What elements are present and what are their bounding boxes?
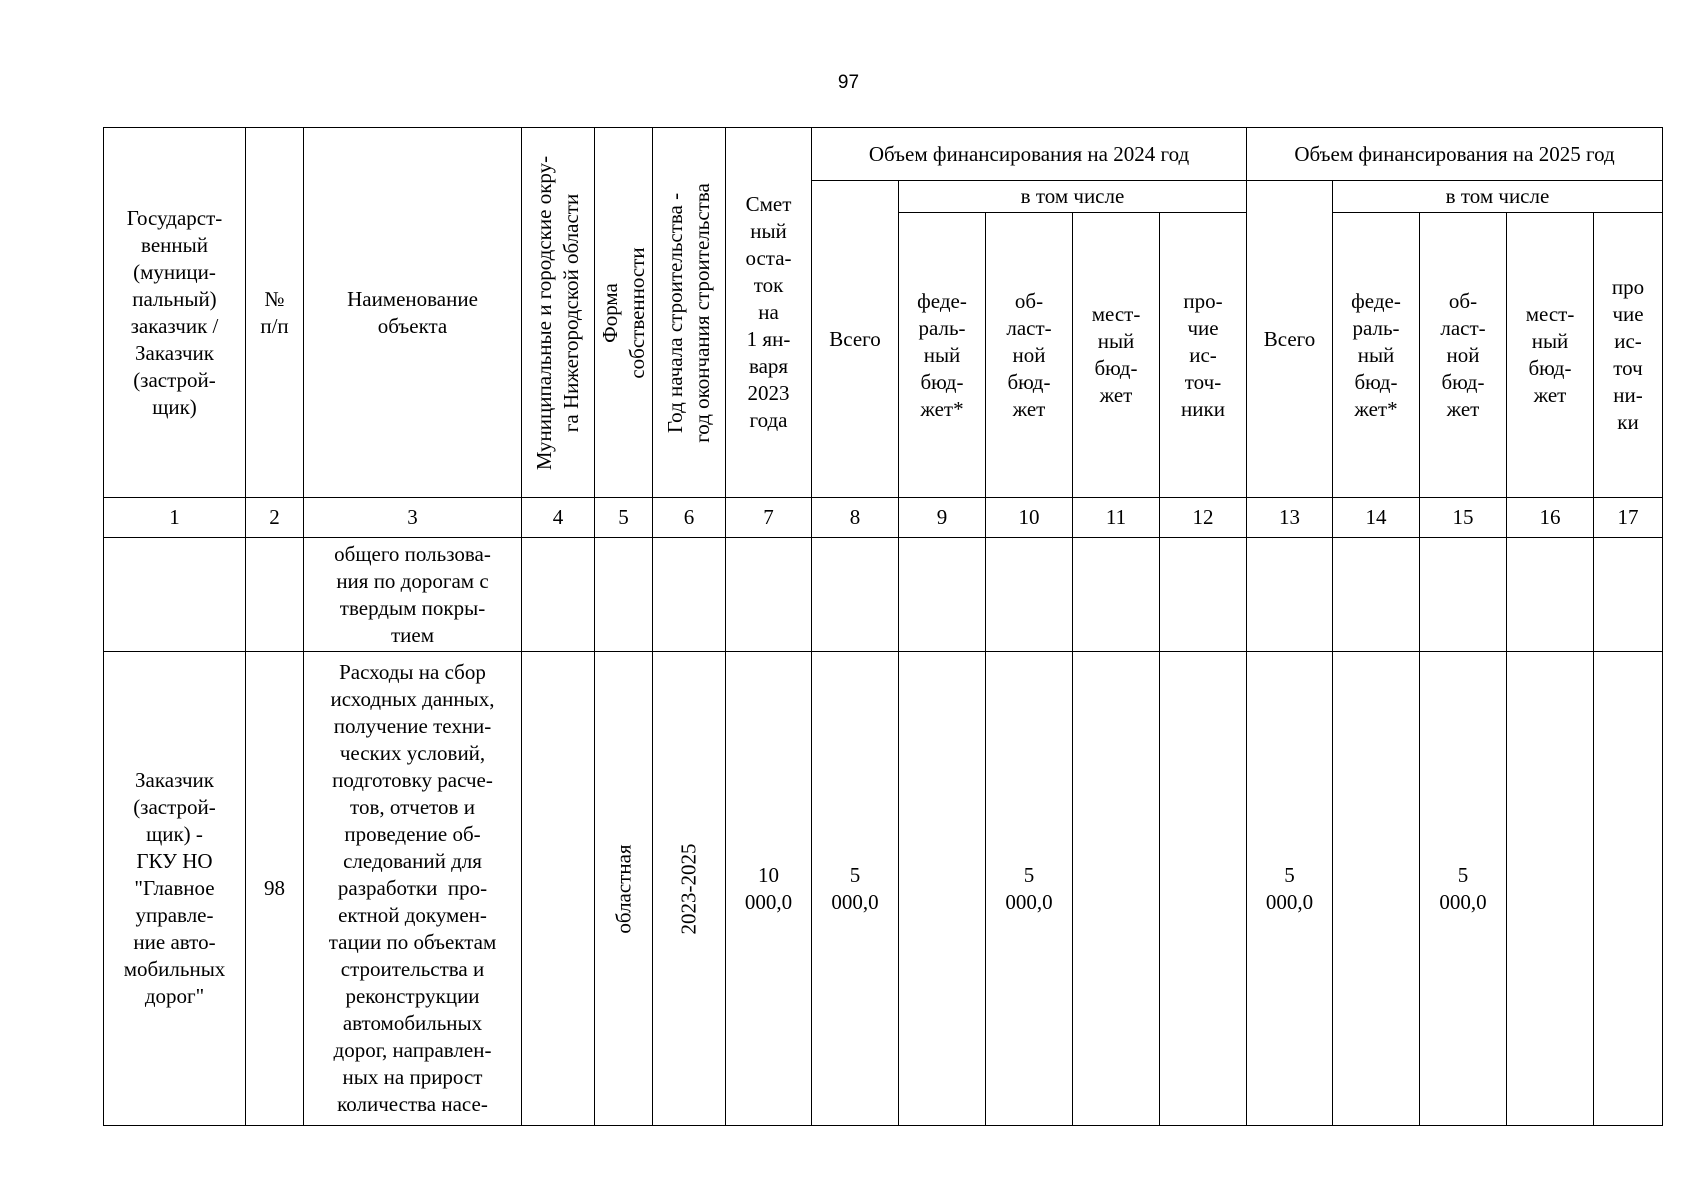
header-federal-2025: феде- раль- ный бюд- жет* (1333, 213, 1420, 498)
row-2-local-2025 (1507, 652, 1594, 1126)
header-other-2025: про чие ис- точ ни- ки (1594, 213, 1663, 498)
row-1-number (246, 538, 304, 652)
row-2-object-name: Расходы на сбор исходных данных, получение техни- ческих условий, подготовку расче- тов, отчетов и проведение об- следований для разработки про- ектной докумен- тации по объектам строительства и реконструкции автомобильных дорог, направлен- ных на прирост количества насе- (304, 652, 522, 1126)
header-row-1 (104, 128, 1663, 181)
header-other-2024: про- чие ис- точ- ники (1160, 213, 1247, 498)
column-number-row (104, 498, 1663, 538)
header-funding-2025: Объем финансирования на 2025 год (1247, 128, 1663, 181)
row-1-estimate (726, 538, 812, 652)
col-num-12: 12 (1160, 498, 1247, 538)
row-1-ownership (595, 538, 653, 652)
col-num-11: 11 (1073, 498, 1160, 538)
row-2-municipality (522, 652, 595, 1126)
row-2-ownership (595, 652, 653, 1126)
col-num-3: 3 (304, 498, 522, 538)
col-num-8: 8 (812, 498, 899, 538)
row-1-federal-2024 (899, 538, 986, 652)
col-num-9: 9 (899, 498, 986, 538)
row-2-customer: Заказчик (застрой- щик) - ГКУ НО "Главное управле- ние авто- мобильных дорог" (104, 652, 246, 1126)
row-2-number: 98 (246, 652, 304, 1126)
header-years (653, 128, 726, 498)
row-1-total-2024 (812, 538, 899, 652)
page-number: 97 (837, 72, 860, 93)
row-2-regional-2024: 5 000,0 (986, 652, 1073, 1126)
row-1-municipality (522, 538, 595, 652)
col-num-10: 10 (986, 498, 1073, 538)
row-1-regional-2025 (1420, 538, 1507, 652)
col-num-15: 15 (1420, 498, 1507, 538)
header-ownership-text: Форма собственности (597, 246, 649, 379)
col-num-4: 4 (522, 498, 595, 538)
row-2-years-text: 2023-2025 (676, 843, 701, 934)
header-including-2024: в том числе (899, 181, 1247, 213)
header-object-name: Наименование объекта (304, 128, 522, 498)
row-1-local-2025 (1507, 538, 1594, 652)
col-num-14: 14 (1333, 498, 1420, 538)
row-2-total-2025: 5 000,0 (1247, 652, 1333, 1126)
header-regional-2024: об- ласт- ной бюд- жет (986, 213, 1073, 498)
header-total-2025: Всего (1247, 181, 1333, 498)
header-estimate: Смет ный оста- ток на 1 ян- варя 2023 года (726, 128, 812, 498)
header-federal-2024: феде- раль- ный бюд- жет* (899, 213, 986, 498)
row-2-other-2024 (1160, 652, 1247, 1126)
row-2-local-2024 (1073, 652, 1160, 1126)
row-1-other-2024 (1160, 538, 1247, 652)
row-1-object-name: общего пользова- ния по дорогам с твердым покры- тием (304, 538, 522, 652)
header-local-2024: мест- ный бюд- жет (1073, 213, 1160, 498)
row-2-regional-2025: 5 000,0 (1420, 652, 1507, 1126)
header-ownership (595, 128, 653, 498)
header-municipality-text: Муниципальные и городские окру- га Нижегородской области (532, 155, 583, 470)
col-num-13: 13 (1247, 498, 1333, 538)
header-total-2024: Всего (812, 181, 899, 498)
row-1-federal-2025 (1333, 538, 1420, 652)
header-municipality (522, 128, 595, 498)
header-regional-2025: об- ласт- ной бюд- жет (1420, 213, 1507, 498)
row-1-other-2025 (1594, 538, 1663, 652)
col-num-1: 1 (104, 498, 246, 538)
row-2-other-2025 (1594, 652, 1663, 1126)
col-num-16: 16 (1507, 498, 1594, 538)
investment-table (103, 127, 1663, 1126)
col-num-7: 7 (726, 498, 812, 538)
table-row (104, 538, 1663, 652)
row-2-total-2024: 5 000,0 (812, 652, 899, 1126)
row-1-years (653, 538, 726, 652)
row-1-local-2024 (1073, 538, 1160, 652)
row-2-ownership-text: областная (611, 843, 635, 934)
row-2-years (653, 652, 726, 1126)
table-row (104, 652, 1663, 1126)
header-years-text: Год начала строительства - год окончания строительства (663, 182, 714, 443)
row-2-federal-2025 (1333, 652, 1420, 1126)
header-local-2025: мест- ный бюд- жет (1507, 213, 1594, 498)
col-num-2: 2 (246, 498, 304, 538)
row-2-estimate: 10 000,0 (726, 652, 812, 1126)
col-num-6: 6 (653, 498, 726, 538)
row-2-federal-2024 (899, 652, 986, 1126)
header-including-2025: в том числе (1333, 181, 1663, 213)
col-num-17: 17 (1594, 498, 1663, 538)
header-funding-2024: Объем финансирования на 2024 год (812, 128, 1247, 181)
row-1-total-2025 (1247, 538, 1333, 652)
header-number: № п/п (246, 128, 304, 498)
header-customer: Государст- венный (муници- пальный) заказчик / Заказчик (застрой- щик) (104, 128, 246, 498)
row-1-customer (104, 538, 246, 652)
row-1-regional-2024 (986, 538, 1073, 652)
col-num-5: 5 (595, 498, 653, 538)
